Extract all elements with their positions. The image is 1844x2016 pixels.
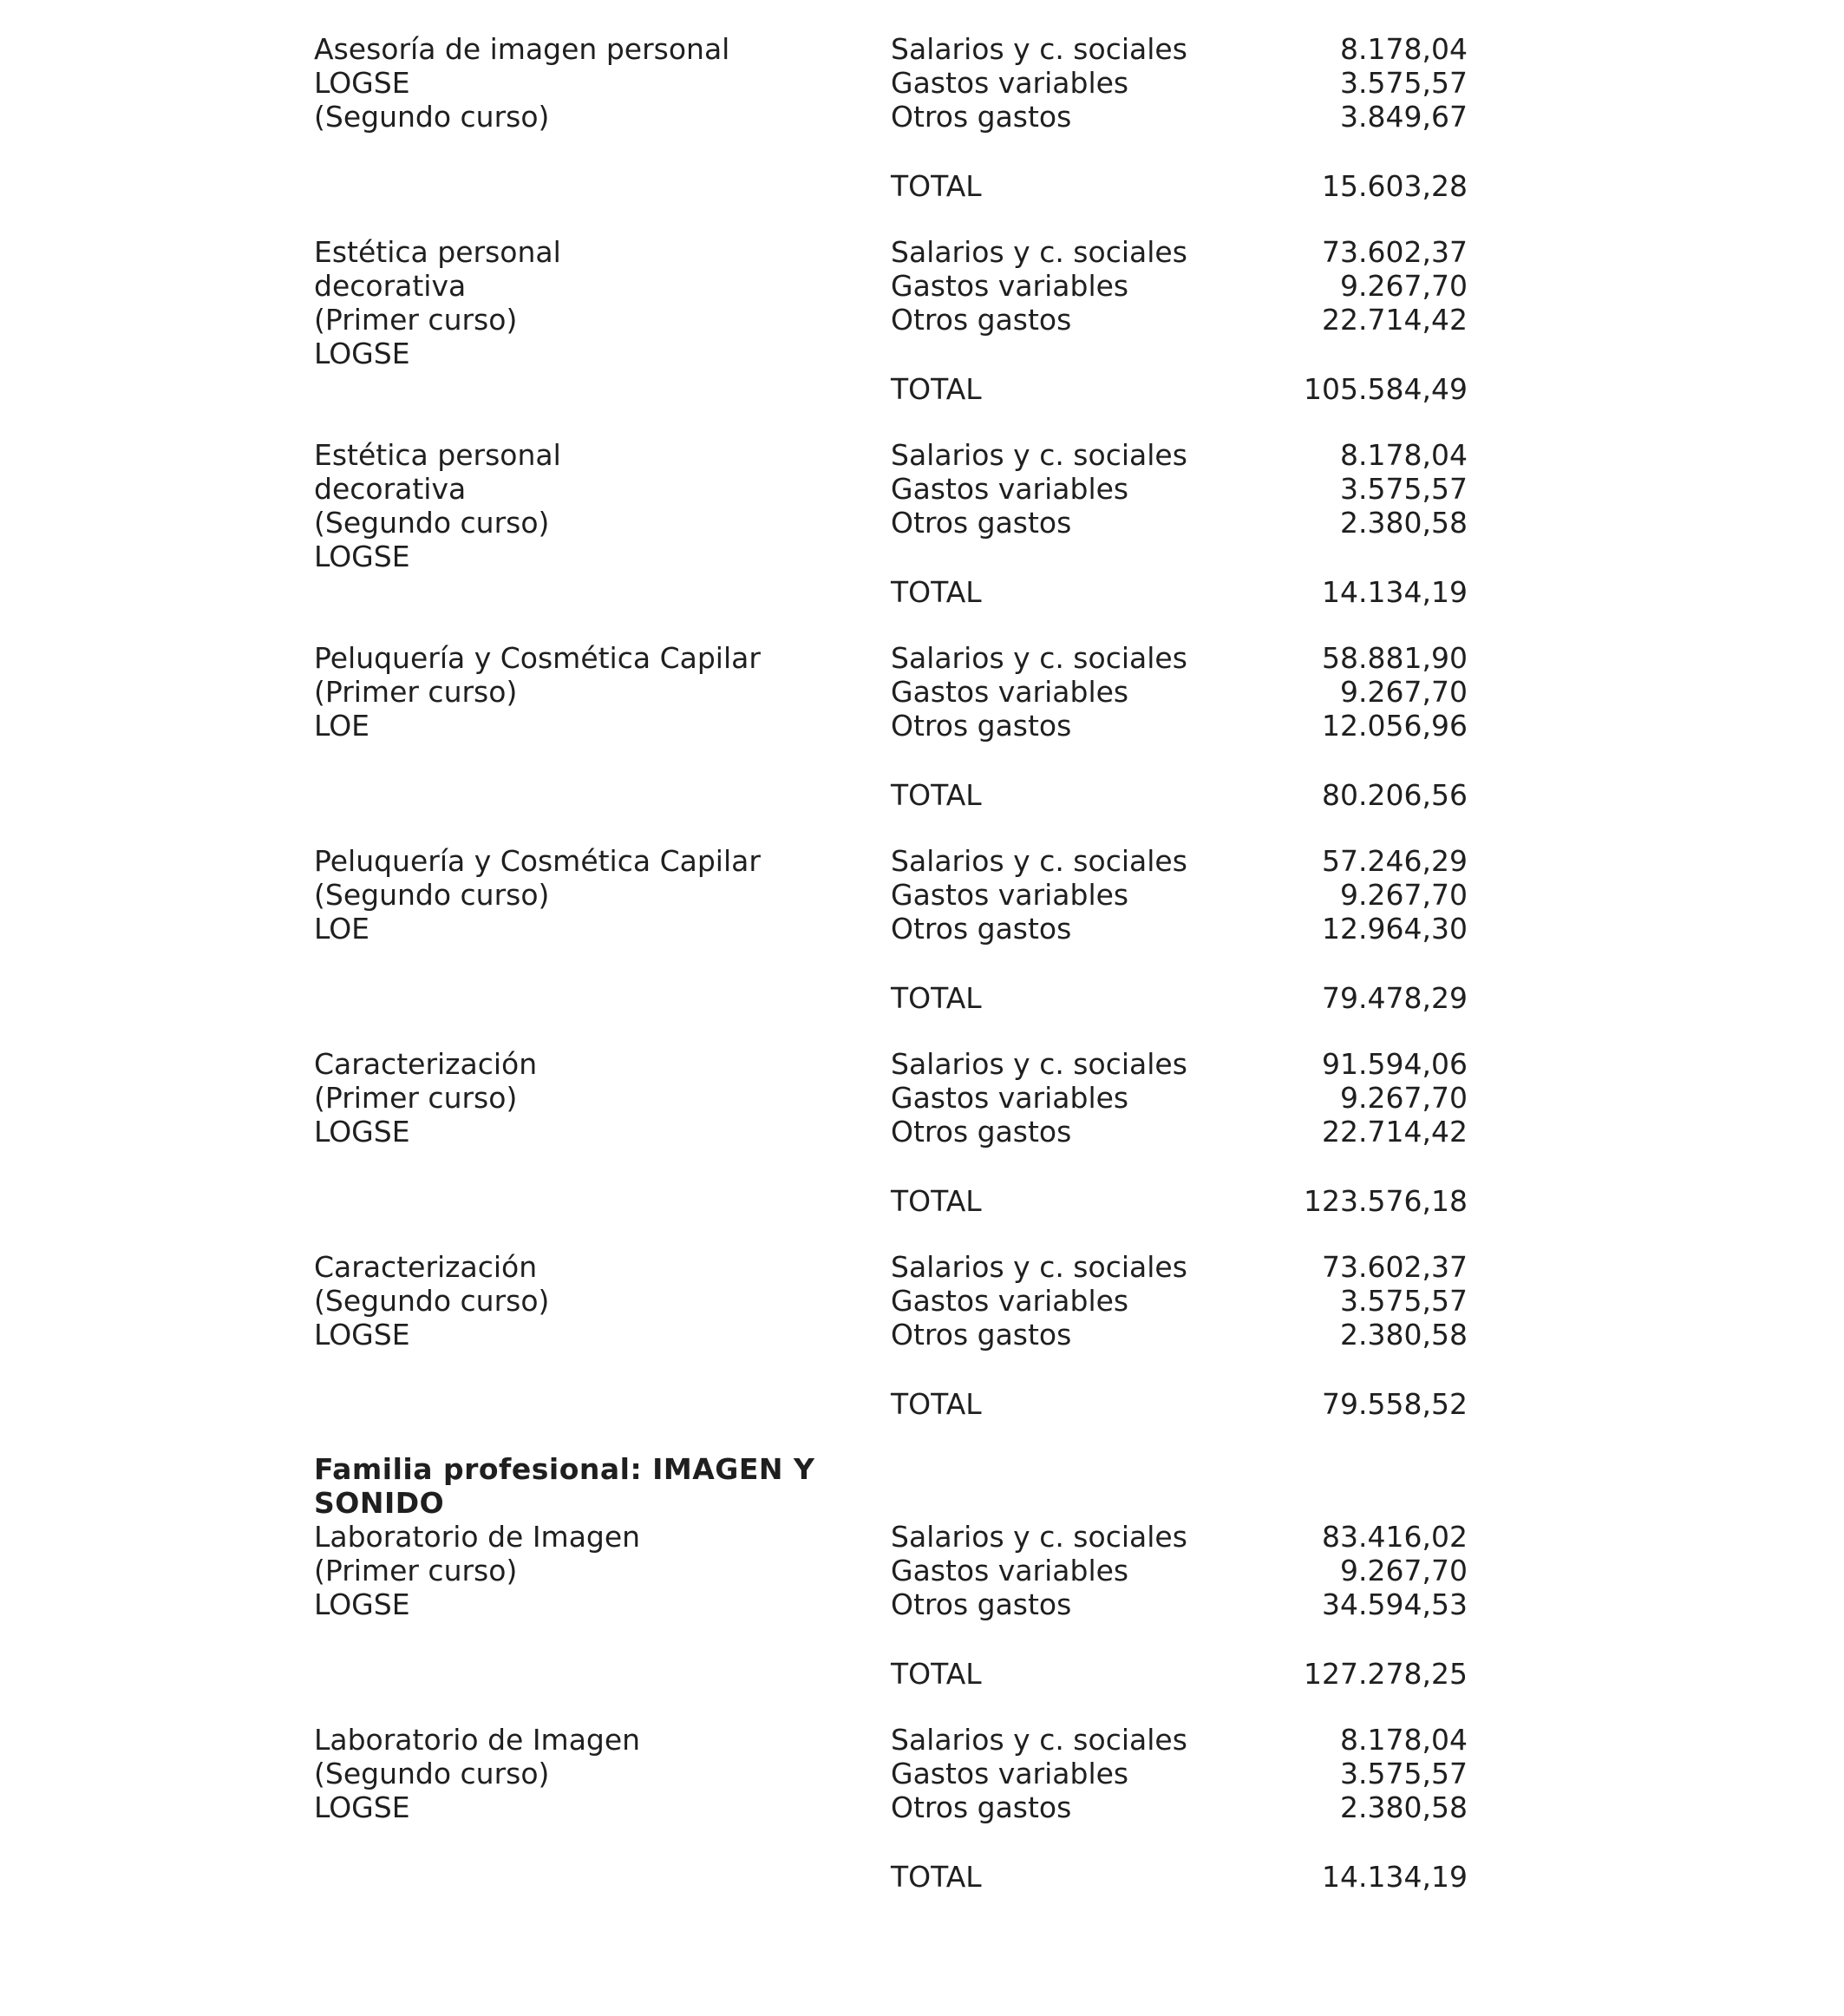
cost-amount: 8.178,04	[1340, 1723, 1468, 1757]
cost-amount: 12.056,96	[1322, 709, 1468, 743]
cost-concept: Salarios y c. sociales	[891, 844, 1187, 878]
cost-concept: Salarios y c. sociales	[891, 1723, 1187, 1757]
course-name-line: LOGSE	[314, 66, 410, 100]
cost-amount: 91.594,06	[1322, 1047, 1468, 1081]
cost-concept: Gastos variables	[891, 1554, 1129, 1587]
cost-amount: 83.416,02	[1322, 1520, 1468, 1554]
course-name-line: LOGSE	[314, 540, 410, 573]
cost-concept: Salarios y c. sociales	[891, 32, 1187, 66]
total-amount: 80.206,56	[1322, 778, 1468, 812]
cost-amount: 2.380,58	[1340, 1790, 1468, 1824]
cost-concept: Otros gastos	[891, 303, 1072, 337]
cost-concept: Otros gastos	[891, 1790, 1072, 1824]
total-amount: 79.558,52	[1322, 1387, 1468, 1421]
total-label: TOTAL	[891, 372, 982, 406]
cost-concept: Salarios y c. sociales	[891, 1250, 1187, 1284]
cost-concept: Otros gastos	[891, 1587, 1072, 1621]
cost-concept: Salarios y c. sociales	[891, 1520, 1187, 1554]
course-name-line: decorativa	[314, 472, 467, 506]
total-amount: 105.584,49	[1304, 372, 1468, 406]
cost-concept: Otros gastos	[891, 912, 1072, 946]
course-name-line: (Segundo curso)	[314, 1284, 550, 1318]
total-amount: 79.478,29	[1322, 981, 1468, 1015]
course-name-line: LOE	[314, 709, 370, 743]
course-name-line: LOGSE	[314, 1790, 410, 1824]
cost-amount: 8.178,04	[1340, 438, 1468, 472]
course-name-line: Peluquería y Cosmética Capilar	[314, 641, 761, 675]
cost-concept: Gastos variables	[891, 66, 1129, 100]
cost-amount: 3.575,57	[1340, 1757, 1468, 1790]
course-name-line: (Primer curso)	[314, 303, 518, 337]
cost-amount: 3.575,57	[1340, 1284, 1468, 1318]
cost-amount: 34.594,53	[1322, 1587, 1468, 1621]
course-name-line: (Primer curso)	[314, 675, 518, 709]
cost-concept: Otros gastos	[891, 709, 1072, 743]
cost-concept: Salarios y c. sociales	[891, 438, 1187, 472]
cost-amount: 8.178,04	[1340, 32, 1468, 66]
course-name-line: Laboratorio de Imagen	[314, 1520, 641, 1554]
cost-amount: 57.246,29	[1322, 844, 1468, 878]
course-name-line: LOE	[314, 912, 370, 946]
course-name-line: (Segundo curso)	[314, 506, 550, 540]
course-name-line: Caracterización	[314, 1047, 538, 1081]
cost-amount: 22.714,42	[1322, 303, 1468, 337]
cost-amount: 2.380,58	[1340, 506, 1468, 540]
total-label: TOTAL	[891, 169, 982, 203]
cost-concept: Salarios y c. sociales	[891, 235, 1187, 269]
cost-concept: Salarios y c. sociales	[891, 641, 1187, 675]
total-amount: 127.278,25	[1304, 1657, 1468, 1691]
total-amount: 15.603,28	[1322, 169, 1468, 203]
cost-amount: 73.602,37	[1322, 235, 1468, 269]
total-amount: 14.134,19	[1322, 1860, 1468, 1894]
course-name-line: (Segundo curso)	[314, 878, 550, 912]
course-name-line: (Primer curso)	[314, 1554, 518, 1587]
total-label: TOTAL	[891, 1657, 982, 1691]
cost-concept: Gastos variables	[891, 472, 1129, 506]
course-name-line: (Primer curso)	[314, 1081, 518, 1115]
cost-concept: Gastos variables	[891, 878, 1129, 912]
section-heading: Familia profesional: IMAGEN Y	[314, 1452, 815, 1486]
course-name-line: LOGSE	[314, 337, 410, 370]
total-label: TOTAL	[891, 778, 982, 812]
total-amount: 14.134,19	[1322, 575, 1468, 609]
cost-amount: 9.267,70	[1340, 675, 1468, 709]
total-label: TOTAL	[891, 1184, 982, 1218]
course-name-line: Estética personal	[314, 438, 561, 472]
cost-concept: Otros gastos	[891, 1115, 1072, 1149]
total-label: TOTAL	[891, 981, 982, 1015]
course-name-line: LOGSE	[314, 1318, 410, 1352]
cost-amount: 9.267,70	[1340, 1081, 1468, 1115]
cost-concept: Otros gastos	[891, 506, 1072, 540]
cost-amount: 9.267,70	[1340, 269, 1468, 303]
total-label: TOTAL	[891, 1387, 982, 1421]
cost-concept: Gastos variables	[891, 269, 1129, 303]
cost-amount: 3.575,57	[1340, 66, 1468, 100]
cost-amount: 58.881,90	[1322, 641, 1468, 675]
total-label: TOTAL	[891, 1860, 982, 1894]
cost-concept: Gastos variables	[891, 675, 1129, 709]
cost-concept: Gastos variables	[891, 1757, 1129, 1790]
course-name-line: Asesoría de imagen personal	[314, 32, 730, 66]
total-label: TOTAL	[891, 575, 982, 609]
course-name-line: LOGSE	[314, 1115, 410, 1149]
cost-concept: Otros gastos	[891, 1318, 1072, 1352]
cost-amount: 12.964,30	[1322, 912, 1468, 946]
course-name-line: LOGSE	[314, 1587, 410, 1621]
course-name-line: (Segundo curso)	[314, 100, 550, 134]
cost-concept: Otros gastos	[891, 100, 1072, 134]
section-heading: SONIDO	[314, 1486, 445, 1520]
total-amount: 123.576,18	[1304, 1184, 1468, 1218]
course-name-line: Estética personal	[314, 235, 561, 269]
cost-amount: 22.714,42	[1322, 1115, 1468, 1149]
cost-amount: 9.267,70	[1340, 1554, 1468, 1587]
cost-concept: Gastos variables	[891, 1284, 1129, 1318]
cost-concept: Salarios y c. sociales	[891, 1047, 1187, 1081]
course-name-line: decorativa	[314, 269, 467, 303]
course-name-line: Peluquería y Cosmética Capilar	[314, 844, 761, 878]
course-name-line: Caracterización	[314, 1250, 538, 1284]
cost-amount: 2.380,58	[1340, 1318, 1468, 1352]
course-name-line: (Segundo curso)	[314, 1757, 550, 1790]
cost-amount: 3.575,57	[1340, 472, 1468, 506]
course-name-line: Laboratorio de Imagen	[314, 1723, 641, 1757]
cost-concept: Gastos variables	[891, 1081, 1129, 1115]
cost-amount: 9.267,70	[1340, 878, 1468, 912]
cost-amount: 73.602,37	[1322, 1250, 1468, 1284]
cost-amount: 3.849,67	[1340, 100, 1468, 134]
